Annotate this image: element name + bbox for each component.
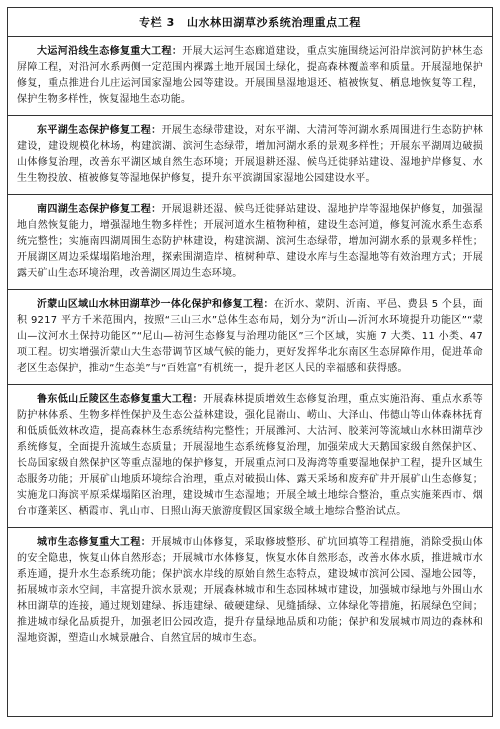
section-title: 大运河沿线生态修复重大工程： — [37, 46, 183, 57]
section-title: 南四湖生态保护修复工程： — [37, 204, 162, 215]
section-yimeng-mountain — [8, 290, 492, 385]
column-number: 专栏 3 — [139, 16, 175, 29]
section-nansi-lake — [8, 195, 492, 290]
section-title: 鲁东低山丘陵区生态修复重大工程： — [37, 394, 203, 405]
section-body: 在沂水、蒙阴、沂南、平邑、费县 5 个县，面积 9217 平方千米范围内，按照“三山三水”总体生态布局，划分为“沂山—沂河水环境提升功能区”“蒙山—汶河水土保持功能区”“尼山—祊河生态修复与治理功能区”三个区域，实施 7 大类、11 小类、47 项工程。切实增强沂蒙山大生态带调节区域气候的能力，更好发挥华北东南区生态屏障作用，促进革命老区生态保护，推动“生态美”与“百姓富”有机统一，提升老区人民的幸福感和获得感。 — [17, 299, 483, 374]
section-urban-ecology — [8, 528, 492, 654]
section-dongping-lake — [8, 116, 492, 195]
column-panel — [7, 7, 493, 717]
section-body: 开展生态绿带建设，对东平湖、大清河等河湖水系周围进行生态防护林建设，建设规模化林场，构建滨湖、滨河生态绿带，增加河湖水系的景观多样性；开展东平湖周边破损山体修复治理，改善东平湖区域自然生态环境；开展退耕还湿、候鸟迁徙驿站建设、湿地护岸修复、水生生物投放、植被修复等湿地保护修复，提升东平滨湖国家湿地公园建设水平。 — [17, 125, 483, 184]
column-title: 山水林田湖草沙系统治理重点工程 — [186, 16, 361, 29]
section-body: 开展森林提质增效生态修复治理，重点实施沿海、重点水系等防护林体系、生物多样性保护及生态公益林建设，强化昆嵛山、崂山、大泽山、伟德山等山体森林抚育和低质低效林改造，提高森林生态系统结构完整性；开展潍河、大沽河、胶莱河等流域山水林田湖草沙系统修复，全面提升流域生态质量；开展湿地生态系统修复治理，加强荣成大天鹅国家级自然保护区、长岛国家级自然保护区等重点湿地的保护修复，开展重点河口及海湾等重要湿地保护工程，提升区域生态服务功能；开展矿山地质环境综合治理，重点对破损山体、露天采场和废弃矿井开展矿山生态修复；实施龙口海滨平原采煤塌陷区治理，建设城市生态湿地；开展全域土地综合整治，重点实施莱西市、烟台市蓬莱区、栖霞市、乳山市、日照山海天旅游度假区国家级全域土地综合整治试点。 — [17, 394, 483, 517]
column-header — [8, 8, 492, 37]
section-title: 城市生态修复重大工程： — [37, 537, 152, 548]
section-body: 开展城市山体修复，采取修坡整形、矿坑回填等工程措施，消除受损山体的安全隐患，恢复山体自然形态；开展城市水体修复，恢复水体自然形态，改善水体水质，推进城市水系连通，提升水生态系统功能；保护滨水岸线的原始自然生态特点，建设城市滨河公园、湿地公园等，拓展城市亲水空间，丰富提升滨水景观；开展森林城市和生态园林城市建设，加强城市绿地与外围山水林田湖草的连接，通过规划建绿、拆违建绿、破硬建绿、见缝插绿、立体绿化等措施，拓展绿色空间；推进城市绿化品质提升，加强老旧公园改造，提升存量绿地品质和功能；保护和发展城市周边的森林和湿地资源，塑造山水城景融合、自然宜居的城市生态。 — [17, 537, 483, 644]
section-grand-canal — [8, 37, 492, 116]
section-title: 东平湖生态保护修复工程： — [37, 125, 162, 136]
section-body: 开展大运河生态廊道建设，重点实施围绕运河沿岸滨河防护林生态屏障工程，对沿河水系两侧一定范围内裸露土地开展国土绿化，提高森林覆盖率和质量。开展湿地保护修复，重点推进台儿庄运河国家湿地公园等建设。开展围垦湿地退还、植被恢复、栖息地恢复等工程，保护生物多样性，恢复湿地生态功能。 — [17, 46, 483, 105]
section-body: 开展退耕还湿、候鸟迁徙驿站建设、湿地护岸等湿地保护修复，加强湿地自然恢复能力，增强湿地生物多样性；开展河道水生植物种植，建设生态河道，修复河流水系生态系统完整性；实施南四湖周围生态防护林建设，构建滨湖、滨河生态绿带，增加河湖水系的景观多样性；开展湖区周边采煤塌陷地治理，探索围湖造岸、植树种草、建设水库与生态湿地等有效治理方式；开展露天矿山生态环境治理，改善湖区周边生态环境。 — [17, 204, 483, 279]
section-ludong-hills — [8, 385, 492, 528]
section-title: 沂蒙山区域山水林田湖草沙一体化保护和修复工程： — [37, 299, 274, 310]
